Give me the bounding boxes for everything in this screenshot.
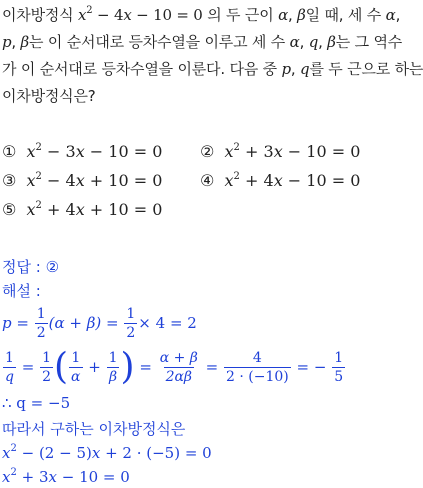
step1-equation: $x^2 - (2 - 5)x + 2 \cdot (-5) = 0$ [2,443,212,462]
choice-1[interactable]: ① $x^2 - 3x - 10 = 0$ [2,142,163,161]
step2-equation: $x^2 + 3x - 10 = 0$ [2,467,130,486]
fraction: $\frac{4}{2 \cdot (-10)}$ [226,350,289,385]
choice-3[interactable]: ③ $x^2 - 4x + 10 = 0$ [2,171,163,190]
choice-2[interactable]: ② $x^2 + 3x - 10 = 0$ [200,142,361,161]
problem-line-1: 이차방정식 $x^2 - 4x - 10 = 0$ 의 두 근이 α, β일 때, 세 수 α, [2,5,401,24]
answer-line: 정답 : ② [2,258,60,276]
right-paren: ) [120,346,135,388]
fraction: $\frac{1}{2}$ [36,306,46,341]
problem-line-4: 이차방정식은? [2,87,96,105]
fraction: $\frac{1}{2}$ [42,350,51,385]
fraction: $\frac{1}{\beta}$ [108,350,118,385]
choice-4[interactable]: ④ $x^2 + 4x - 10 = 0$ [200,171,361,190]
fraction: $\frac{1}{\alpha}$ [71,350,81,385]
problem-line-2: p, β는 이 순서대로 등차수열을 이루고 세 수 α, q, β는 그 역수 [2,33,403,51]
therefore-line: ∴ q = −5 [2,394,71,412]
choice-5[interactable]: ⑤ $x^2 + 4x + 10 = 0$ [2,200,163,219]
p-equation: p = $\frac{1}{2}$ (α + β) = $\frac{1}{2}$ × 4 = 2 [2,306,197,341]
explanation-label: 해설 : [2,282,41,300]
fraction: $\frac{1}{2}$ [126,306,136,341]
fraction: $\frac{\alpha + \beta}{2\alpha\beta}$ [159,350,198,385]
conclusion-text: 따라서 구하는 이차방정식은 [2,420,186,438]
problem-text [2,2,423,110]
problem-line-3: 가 이 순서대로 등차수열을 이룬다. 다음 중 p, q를 두 근으로 하는 [2,60,423,78]
left-paren: ( [54,346,69,388]
fraction: $\frac{1}{q}$ [5,350,14,385]
q-equation: $\frac{1}{q}$ = $\frac{1}{2}$ ( $\frac{1}{\alpha}$ + $\frac{1}{\beta}$ ) = $\frac{\alpha + \beta}{2\alpha\beta}$ = $\frac{4}{2 \cdot (-10)}$ = − $\frac{1}{5}$ [5,346,344,388]
fraction: $\frac{1}{5}$ [334,350,344,385]
